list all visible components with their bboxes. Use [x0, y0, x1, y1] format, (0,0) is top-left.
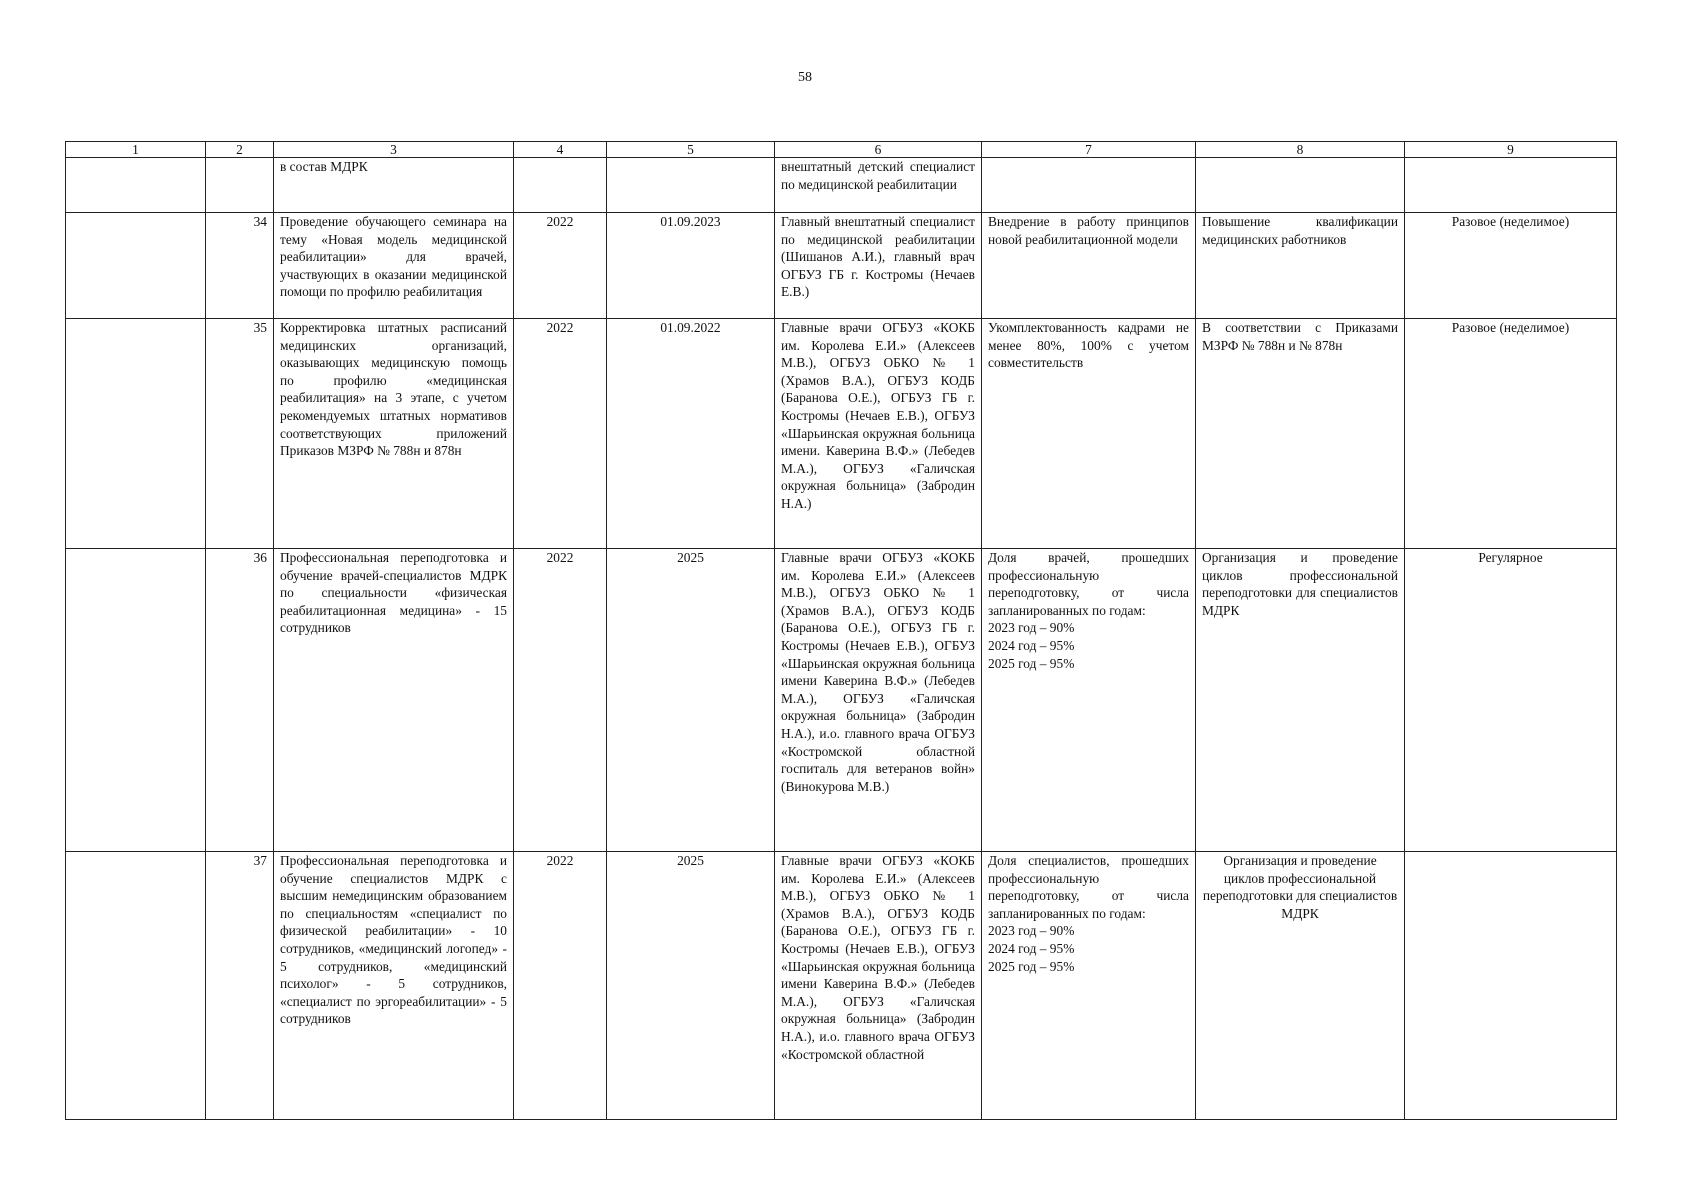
col-header-4: 4: [514, 142, 607, 158]
cell-start-year: 2022: [514, 213, 607, 319]
col-header-3: 3: [274, 142, 514, 158]
col-header-6: 6: [775, 142, 982, 158]
cell-result: Организация и проведение циклов профессиональной переподготовки для специалистов МДРК: [1196, 852, 1405, 1120]
cell-section: [66, 852, 206, 1120]
cell-type: [1405, 852, 1617, 1120]
cell-end-date: 01.09.2022: [607, 319, 775, 549]
cell-result: Повышение квалификации медицинских работников: [1196, 213, 1405, 319]
cell-start-year: 2022: [514, 319, 607, 549]
cell-measure: Профессиональная переподготовка и обучение специалистов МДРК с высшим немедицинским образованием по специальностям «специалист по физической реабилитации» - 10 сотрудников, «медицинский логопед» - 5 сотрудников, «медицинский психолог» - 5 сотрудников, «специалист по эргореабилитации» - 5 сотрудников: [274, 852, 514, 1120]
cell-responsible: Главные врачи ОГБУЗ «КОКБ им. Королева Е.И.» (Алексеев М.В.), ОГБУЗ ОБКО № 1 (Храмов В.А.), ОГБУЗ КОДБ (Баранова О.Е.), ОГБУЗ ГБ г. Костромы (Нечаев Е.В.), ОГБУЗ «Шарьинская окружная больница имени. Каверина В.Ф.» (Лебедев М.А.), ОГБУЗ «Галичская окружная больница» (Забродин Н.А.): [775, 319, 982, 549]
cell-type: Регулярное: [1405, 549, 1617, 852]
cell-indicator: [982, 158, 1196, 213]
cell-end-date: [607, 158, 775, 213]
cell-responsible: внештатный детский специалист по медицинской реабилитации: [775, 158, 982, 213]
cell-responsible: Главные врачи ОГБУЗ «КОКБ им. Королева Е.И.» (Алексеев М.В.), ОГБУЗ ОБКО № 1 (Храмов В.А.), ОГБУЗ КОДБ (Баранова О.Е.), ОГБУЗ ГБ г. Костромы (Нечаев Е.В.), ОГБУЗ «Шарьинская окружная больница имени Каверина В.Ф.» (Лебедев М.А.), ОГБУЗ «Галичская окружная больница» (Забродин Н.А.), и.о. главного врача ОГБУЗ «Костромской областной: [775, 852, 982, 1120]
cell-indicator: Укомплектованность кадрами не менее 80%, 100% с учетом совместительств: [982, 319, 1196, 549]
cell-start-year: 2022: [514, 852, 607, 1120]
cell-indicator: Доля врачей, прошедших профессиональную переподготовку, от числа запланированных по годам: 2023 год – 90% 2024 год – 95% 2025 год – 95%: [982, 549, 1196, 852]
cell-measure: Корректировка штатных расписаний медицинских организаций, оказывающих медицинскую помощь по профилю «медицинская реабилитация» на 3 этапе, с учетом рекомендуемых штатных нормативов соответствующих приложений Приказов МЗРФ № 788н и 878н: [274, 319, 514, 549]
cell-section: [66, 319, 206, 549]
col-header-8: 8: [1196, 142, 1405, 158]
cell-responsible: Главный внештатный специалист по медицинской реабилитации (Шишанов А.И.), главный врач ОГБУЗ ГБ г. Костромы (Нечаев Е.В.): [775, 213, 982, 319]
cell-responsible: Главные врачи ОГБУЗ «КОКБ им. Королева Е.И.» (Алексеев М.В.), ОГБУЗ ОБКО № 1 (Храмов В.А.), ОГБУЗ КОДБ (Баранова О.Е.), ОГБУЗ ГБ г. Костромы (Нечаев Е.В.), ОГБУЗ «Шарьинская окружная больница имени Каверина В.Ф.» (Лебедев М.А.), ОГБУЗ «Галичская окружная больница» (Забродин Н.А.), и.о. главного врача ОГБУЗ «Костромской областной госпиталь для ветеранов войн» (Винокурова М.В.): [775, 549, 982, 852]
cell-measure: Проведение обучающего семинара на тему «Новая модель медицинской реабилитации» для врачей, участвующих в оказании медицинской помощи по профилю реабилитация: [274, 213, 514, 319]
cell-indicator: Внедрение в работу принципов новой реабилитационной модели: [982, 213, 1196, 319]
col-header-7: 7: [982, 142, 1196, 158]
cell-start-year: [514, 158, 607, 213]
cell-number: 34: [206, 213, 274, 319]
cell-indicator: Доля специалистов, прошедших профессиональную переподготовку, от числа запланированных по годам: 2023 год – 90% 2024 год – 95% 2025 год – 95%: [982, 852, 1196, 1120]
cell-result: [1196, 158, 1405, 213]
cell-number: 37: [206, 852, 274, 1120]
table-row: [66, 213, 1617, 319]
cell-type: Разовое (неделимое): [1405, 213, 1617, 319]
table-row: [66, 549, 1617, 852]
cell-result: В соответствии с Приказами МЗРФ № 788н и № 878н: [1196, 319, 1405, 549]
cell-number: 36: [206, 549, 274, 852]
cell-section: [66, 549, 206, 852]
cell-section: [66, 158, 206, 213]
cell-number: 35: [206, 319, 274, 549]
page-number: 58: [798, 70, 812, 85]
col-header-2: 2: [206, 142, 274, 158]
cell-number: [206, 158, 274, 213]
cell-section: [66, 213, 206, 319]
cell-start-year: 2022: [514, 549, 607, 852]
cell-measure: Профессиональная переподготовка и обучение врачей-специалистов МДРК по специальности «физическая реабилитационная медицина» - 15 сотрудников: [274, 549, 514, 852]
measures-table: [65, 141, 1617, 1120]
cell-type: [1405, 158, 1617, 213]
col-header-1: 1: [66, 142, 206, 158]
cell-type: Разовое (неделимое): [1405, 319, 1617, 549]
header-row: [66, 142, 1617, 158]
col-header-9: 9: [1405, 142, 1617, 158]
cell-end-date: 2025: [607, 852, 775, 1120]
cell-end-date: 01.09.2023: [607, 213, 775, 319]
cell-end-date: 2025: [607, 549, 775, 852]
col-header-5: 5: [607, 142, 775, 158]
cell-result: Организация и проведение циклов профессиональной переподготовки для специалистов МДРК: [1196, 549, 1405, 852]
table-row: [66, 319, 1617, 549]
cell-measure: в состав МДРК: [274, 158, 514, 213]
table-row: [66, 852, 1617, 1120]
table-row: [66, 158, 1617, 213]
